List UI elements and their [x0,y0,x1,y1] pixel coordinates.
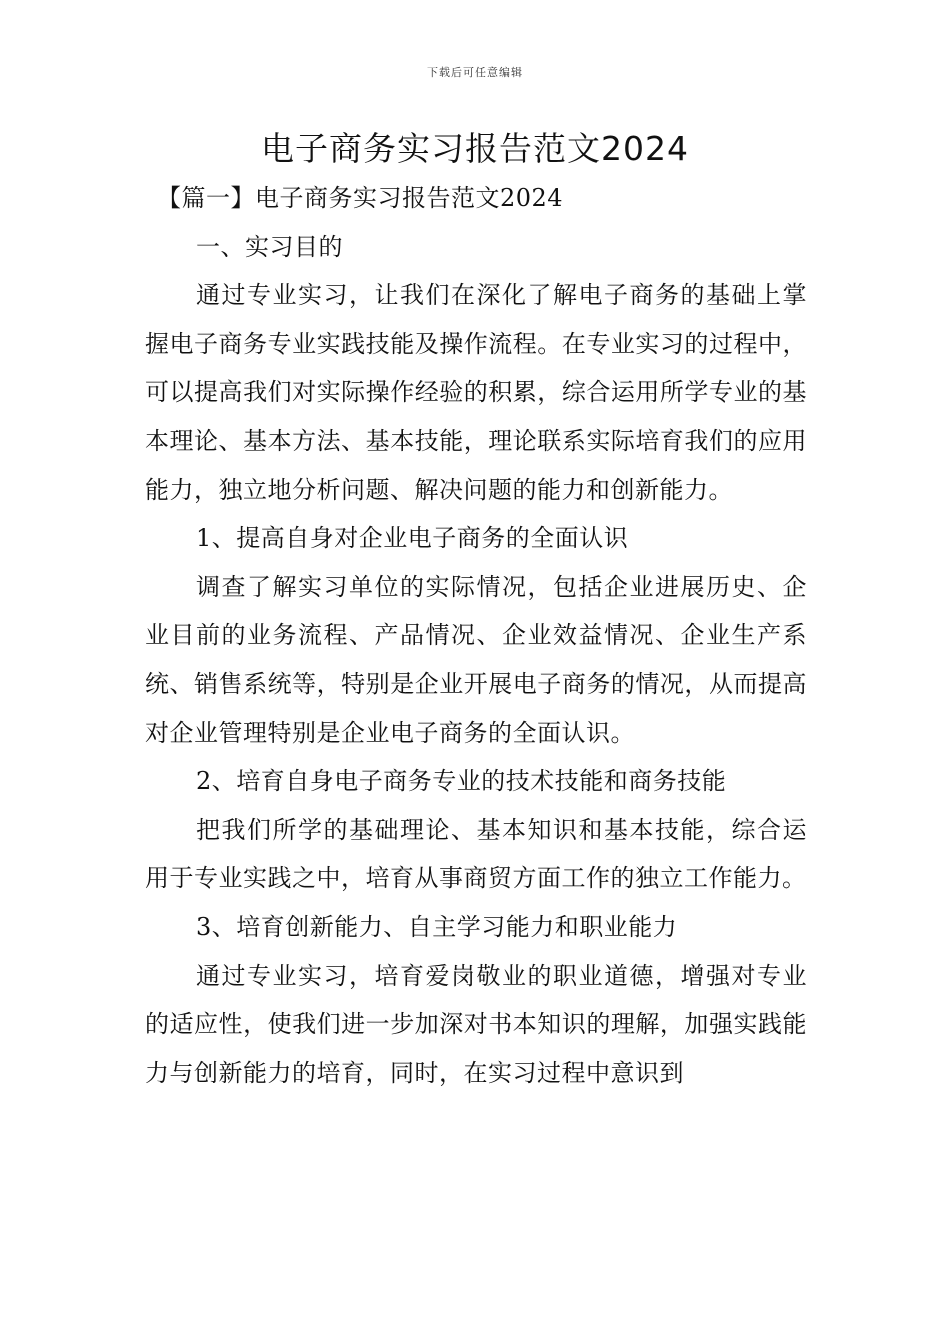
document-body [145,174,807,1097]
subheading-3: 3、培育创新能力、自主学习能力和职业能力 [196,912,678,941]
document-title: 电子商务实习报告范文2024 [261,129,689,168]
paragraph-objectives: 通过专业实习，让我们在深化了解电子商务的基础上掌握电子商务专业实践技能及操作流程。在专业实习的过程中，可以提高我们对实际操作经验的积累，综合运用所学专业的基本理论、基本方法、基本技能，理论联系实际培育我们的应用能力，独立地分析问题、解决问题的能力和创新能力。 [145,281,807,504]
paragraph-2: 把我们所学的基础理论、基本知识和基本技能，综合运用于专业实践之中，培育从事商贸方面工作的独立工作能力。 [145,815,807,893]
heading-objectives: 一、实习目的 [196,232,343,261]
subheading-1: 1、提高自身对企业电子商务的全面认识 [196,524,629,553]
paragraph-1: 调查了解实习单位的实际情况，包括企业进展历史、企业目前的业务流程、产品情况、企业效益情况、企业生产系统、销售系统等，特别是企业开展电子商务的情况，从而提高对企业管理特别是企业电子商务的全面认识。 [145,572,807,747]
subheading-2: 2、培育自身电子商务专业的技术技能和商务技能 [196,767,727,796]
page-header-note: 下载后可任意编辑 [427,66,523,79]
paragraph-3: 通过专业实习，培育爱岗敬业的职业道德，增强对专业的适应性，使我们进一步加深对书本知识的理解，加强实践能力与创新能力的培育，同时，在实习过程中意识到 [145,961,807,1087]
section-heading: 【篇一】电子商务实习报告范文2024 [157,184,564,212]
